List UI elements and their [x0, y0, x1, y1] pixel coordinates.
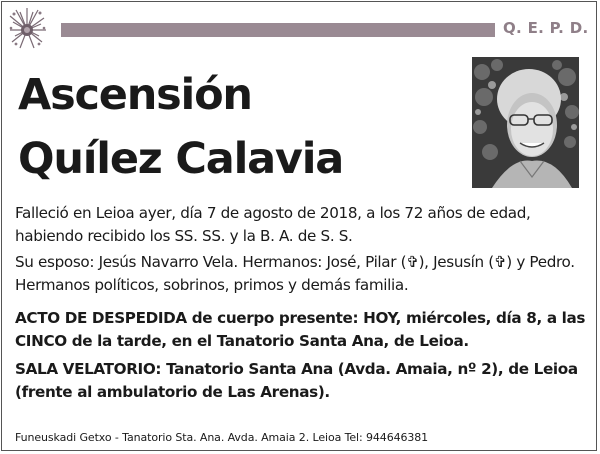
cross-icon: ✞: [493, 253, 507, 271]
qepd-label: Q. E. P. D.: [503, 19, 589, 37]
flower-icon: [6, 6, 48, 52]
portrait-photo: [472, 57, 579, 188]
deceased-name-first: Ascensión: [18, 70, 252, 120]
wake-room-paragraph: SALA VELATORIO: Tanatorio Santa Ana (Avda. Amaia, nº 2), de Leioa (frente al ambulatorio de Las Arenas).: [15, 360, 578, 401]
cross-icon: ✞: [406, 253, 419, 271]
deceased-name-second: Quílez Calavia: [18, 134, 344, 184]
funeral-home-footer: Funeuskadi Getxo - Tanatorio Sta. Ana. Avda. Amaia 2. Leioa Tel: 944646381: [15, 431, 429, 444]
header-bar: [61, 23, 495, 37]
family-text-start: Su esposo: Jesús Navarro Vela. Hermanos: José, Pilar (: [15, 253, 407, 271]
farewell-paragraph: ACTO DE DESPEDIDA de cuerpo presente: HOY, miércoles, día 8, a las CINCO de la tarde, en el Tanatorio Santa Ana, de Leioa.: [15, 309, 586, 350]
family-paragraph: [15, 251, 587, 296]
death-notice-paragraph: Falleció en Leioa ayer, día 7 de agosto de 2018, a los 72 años de edad, habiendo recibido los SS. SS. y la B. A. de S. S.: [15, 204, 531, 245]
family-text-middle: ), Jesusín (: [418, 253, 494, 271]
family-text-end: ) y Pedro. Hermanos políticos, sobrinos, primos y demás familia.: [15, 253, 575, 294]
